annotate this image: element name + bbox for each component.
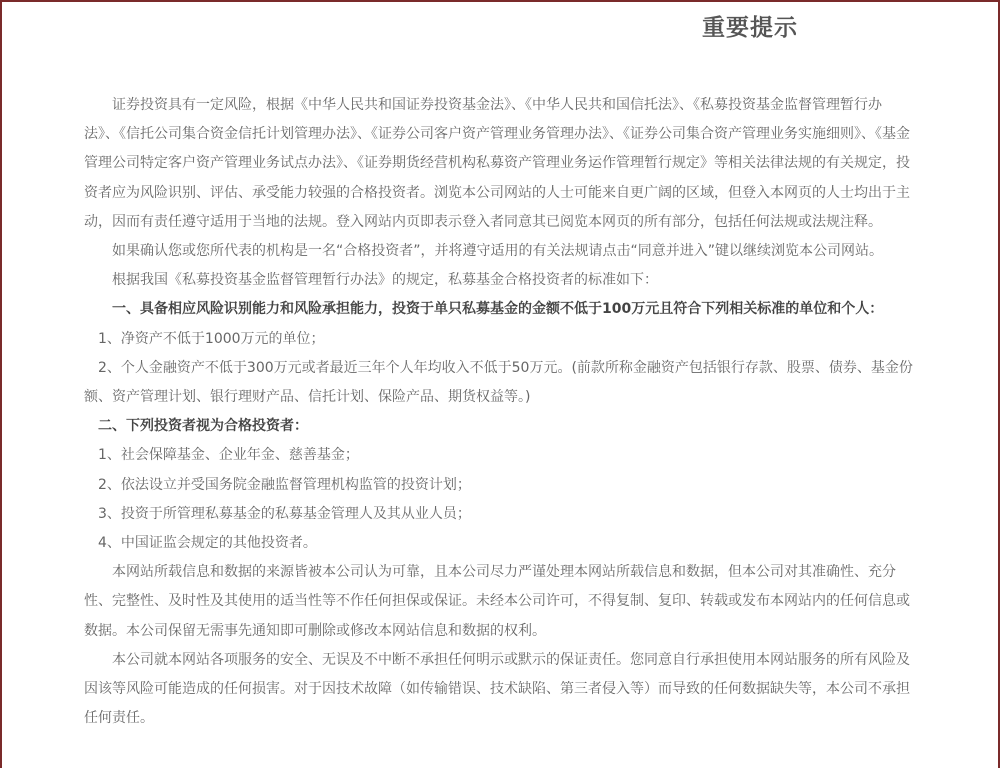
- intro-paragraph: 证券投资具有一定风险，根据《中华人民共和国证券投资基金法》、《中华人民共和国信托法》、《私募投资基金监督管理暂行办法》、《信托公司集合资金信托计划管理办法》、《证券公司客户资产管理业务管理办法》、《证券公司集合资产管理业务实施细则》、《基金管理公司特定客户资产管理业务试点办法》、《证券期货经营机构私募资产管理业务运作管理暂行规定》等相关法律法规的有关规定，投资者应为风险识别、评估、承受能力较强的合格投资者。浏览本公司网站的人士可能来自更广阔的区域，但登入本网页的人士均出于主动，因而有责任遵守适用于当地的法规。登入网站内页即表示登入者同意其已阅览本网页的所有部分，包括任何法规或法规注释。: [84, 97, 910, 230]
- notice-body: [84, 91, 914, 733]
- notice-title: 重要提示: [702, 15, 798, 41]
- standard-intro-paragraph: 根据我国《私募投资基金监督管理暂行办法》的规定，私募基金合格投资者的标准如下：: [112, 272, 658, 289]
- qualified-item-2: 2、依法设立并受国务院金融监督管理机构监管的投资计划；: [98, 476, 471, 493]
- section-heading-2: 二、下列投资者视为合格投资者：: [98, 418, 308, 435]
- criteria-item-2: 2、个人金融资产不低于300万元或者最近三年个人年均收入不低于50万元。(前款所称金融资产包括银行存款、股票、债券、基金份额、资产管理计划、银行理财产品、信托计划、保险产品、期货权益等。): [84, 359, 913, 406]
- liability-disclaimer-paragraph: 本公司就本网站各项服务的安全、无误及不中断不承担任何明示或默示的保证责任。您同意自行承担使用本网站服务的所有风险及因该等风险可能造成的任何损害。对于因技术故障（如传输错误、技术缺陷、第三者侵入等）而导致的任何数据缺失等，本公司不承担任何责任。: [84, 651, 910, 727]
- section-heading-1: 一、具备相应风险识别能力和风险承担能力，投资于单只私募基金的金额不低于100万元且符合下列相关标准的单位和个人：: [112, 301, 884, 318]
- criteria-item-1: 1、净资产不低于1000万元的单位；: [98, 330, 325, 347]
- confirm-paragraph: 如果确认您或您所代表的机构是一名“合格投资者”，并将遵守适用的有关法规请点击“同意并进入”键以继续浏览本公司网站。: [112, 243, 884, 260]
- qualified-item-3: 3、投资于所管理私募基金的私募基金管理人及其从业人员；: [98, 505, 471, 522]
- qualified-item-1: 1、社会保障基金、企业年金、慈善基金；: [98, 447, 359, 464]
- qualified-item-4: 4、中国证监会规定的其他投资者。: [98, 535, 317, 552]
- data-disclaimer-paragraph: 本网站所载信息和数据的来源皆被本公司认为可靠，且本公司尽力严谨处理本网站所载信息和数据，但本公司对其准确性、充分性、完整性、及时性及其使用的适当性等不作任何担保或保证。未经本公司许可，不得复制、复印、转载或发布本网站内的任何信息或数据。本公司保留无需事先通知即可删除或修改本网站信息和数据的权利。: [84, 564, 910, 639]
